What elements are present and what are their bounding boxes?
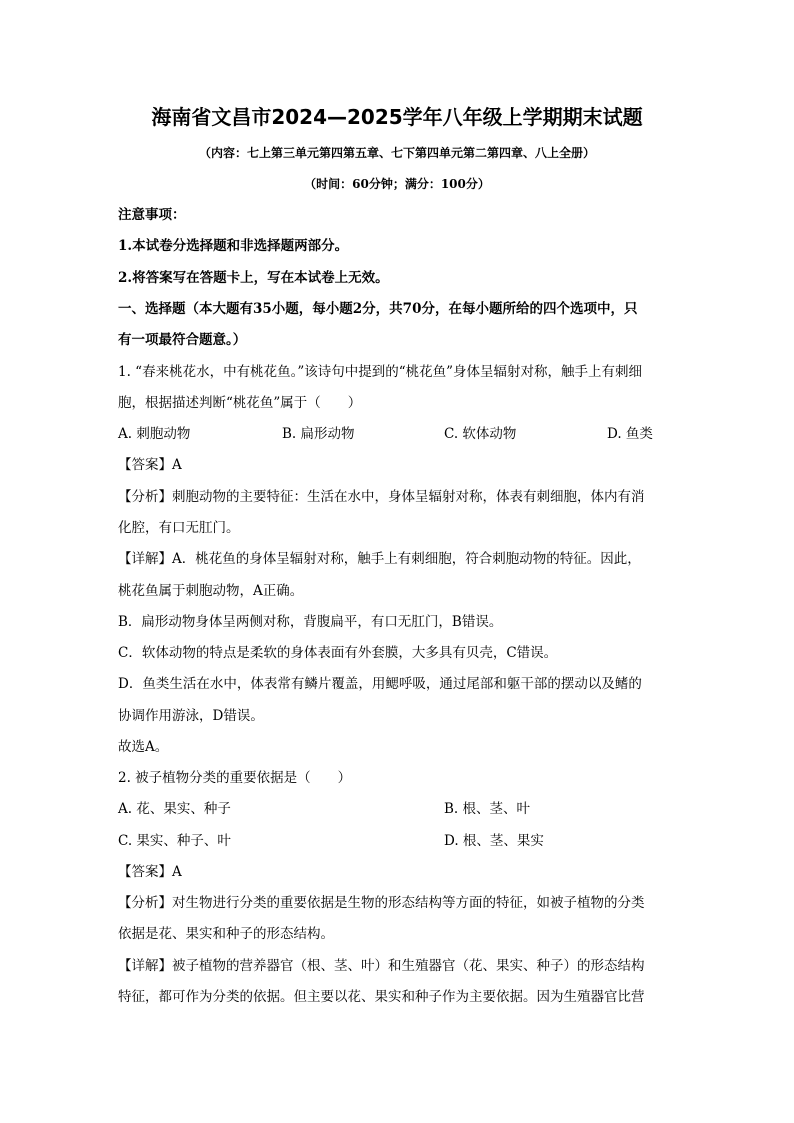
q1-option-c: C. 软体动物 (444, 426, 517, 442)
content-note: （内容：七上第三单元第四第五章、七下第四单元第二第四章、八上全册） (198, 146, 595, 160)
q1-analysis-line-2: 化腔，有口无肛门。 (118, 520, 240, 536)
q1-detail-line-3: B．扁形动物身体呈两侧对称，背腹扁平，有口无肛门，B错误。 (118, 614, 503, 630)
q2-option-d: D. 根、茎、果实 (444, 833, 544, 849)
section-heading-line-1: 一、选择题（本大题有35小题，每小题2分，共70分，在每小题所给的四个选项中，只 (118, 301, 638, 317)
q1-detail-line-4: C．软体动物的特点是柔软的身体表面有外套膜，大多具有贝壳，C错误。 (118, 645, 558, 661)
notice-heading: 注意事项： (118, 207, 186, 223)
q1-detail-line-1: 【详解】A．桃花鱼的身体呈辐射对称，触手上有刺细胞，符合刺胞动物的特征。因此， (118, 551, 641, 567)
q1-stem-line-2: 胞，根据描述判断“桃花鱼”属于（ ） (118, 395, 362, 411)
q1-detail-line-2: 桃花鱼属于刺胞动物，A正确。 (118, 583, 304, 599)
section-heading-line-2: 有一项最符合题意。） (118, 332, 247, 348)
q2-answer: 【答案】A (118, 864, 182, 880)
notice-item-2: 2.将答案写在答题卡上，写在本试卷上无效。 (118, 270, 389, 286)
q2-stem: 2. 被子植物分类的重要依据是（ ） (118, 770, 352, 786)
q2-analysis-line-2: 依据是花、果实和种子的形态结构。 (118, 926, 334, 942)
q1-option-d: D. 鱼类 (607, 426, 653, 442)
q2-option-a: A. 花、果实、种子 (118, 801, 231, 817)
q2-option-c: C. 果实、种子、叶 (118, 833, 231, 849)
q1-answer: 【答案】A (118, 457, 182, 473)
exam-title: 海南省文昌市2024—2025学年八年级上学期期末试题 (151, 105, 643, 129)
q1-stem-line-1: 1. “春来桃花水，中有桃花鱼。”该诗句中提到的“桃花鱼”身体呈辐射对称，触手上有刺细 (118, 364, 643, 380)
q1-detail-line-5: D．鱼类生活在水中，体表常有鳞片覆盖，用鳃呼吸，通过尾部和躯干部的摆动以及鳍的 (118, 676, 642, 692)
notice-item-1: 1.本试卷分选择题和非选择题两部分。 (118, 238, 349, 254)
q1-detail-line-6: 协调作用游泳，D错误。 (118, 708, 264, 724)
q1-option-a: A. 刺胞动物 (118, 426, 191, 442)
q2-option-b: B. 根、茎、叶 (444, 801, 531, 817)
q1-analysis-line-1: 【分析】刺胞动物的主要特征：生活在水中，身体呈辐射对称，体表有刺细胞，体内有消 (118, 489, 645, 505)
q2-detail-line-1: 【详解】被子植物的营养器官（根、茎、叶）和生殖器官（花、果实、种子）的形态结构 (118, 958, 645, 974)
q1-conclusion: 故选A。 (118, 739, 169, 755)
q2-detail-line-2: 特征，都可作为分类的依据。但主要以花、果实和种子作为主要依据。因为生殖器官比营 (118, 989, 645, 1005)
time-score-note: （时间：60分钟；满分：100分） (304, 177, 490, 191)
q1-option-b: B. 扁形动物 (282, 426, 355, 442)
q2-analysis-line-1: 【分析】对生物进行分类的重要依据是生物的形态结构等方面的特征，如被子植物的分类 (118, 895, 645, 911)
